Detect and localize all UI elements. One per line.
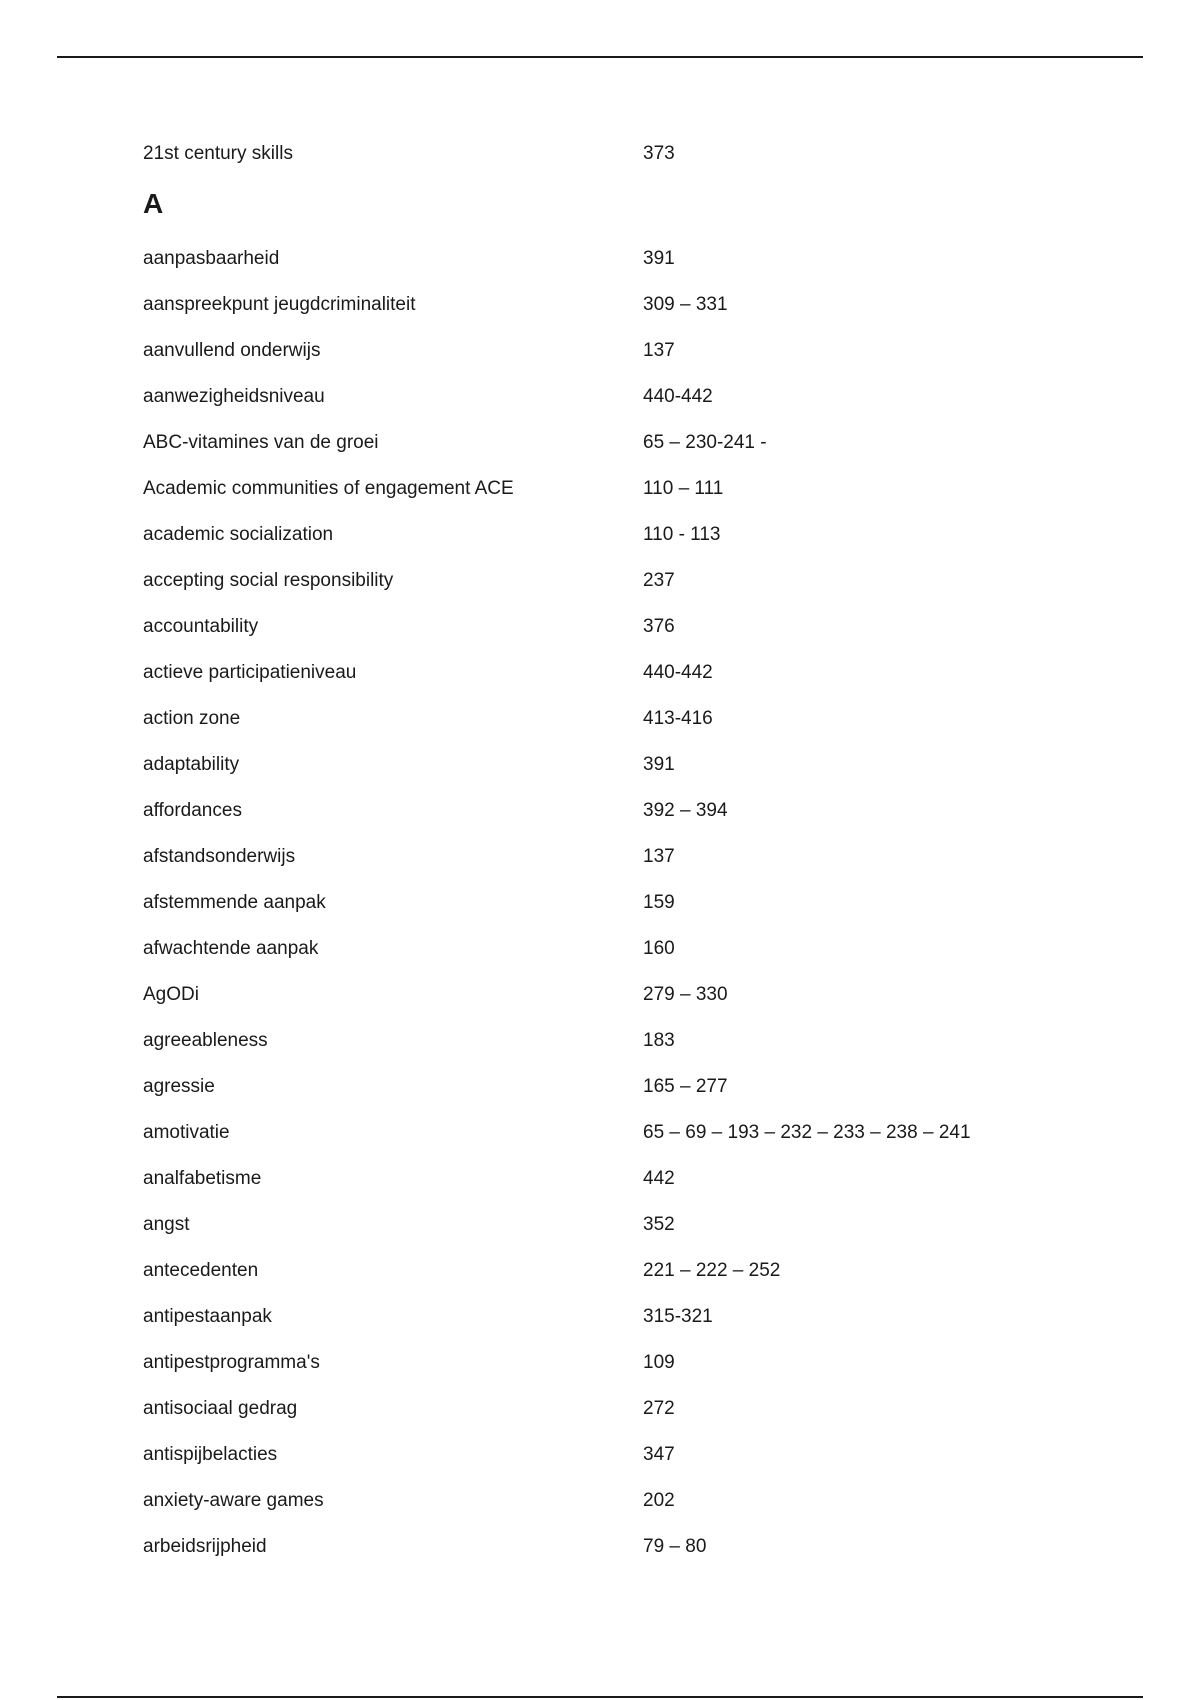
index-term: Academic communities of engagement ACE	[143, 478, 514, 499]
bottom-rule	[57, 1696, 1143, 1698]
index-term: actieve participatieniveau	[143, 662, 357, 683]
index-entry	[143, 887, 1143, 933]
section-letter: A	[143, 188, 164, 219]
index-entries	[143, 243, 1143, 1577]
index-pages: 309 – 331	[643, 294, 728, 315]
index-entry	[143, 335, 1143, 381]
index-pages: 110 - 113	[643, 524, 721, 545]
index-entry	[143, 1531, 1143, 1577]
index-entry	[143, 427, 1143, 473]
index-term: afstemmende aanpak	[143, 892, 326, 913]
index-term: academic socialization	[143, 524, 334, 545]
index-term: aanwezigheidsniveau	[143, 386, 325, 407]
index-term: ABC-vitamines van de groei	[143, 432, 379, 453]
index-entry	[143, 1071, 1143, 1117]
index-pages: 79 – 80	[643, 1536, 707, 1557]
index-term: affordances	[143, 800, 242, 821]
index-entry	[143, 1393, 1143, 1439]
index-pages: 442	[643, 1168, 675, 1189]
index-pages: 391	[643, 248, 675, 269]
index-pages: 65 – 69 – 193 – 232 – 233 – 238 – 241	[643, 1122, 971, 1143]
index-pages: 221 – 222 – 252	[643, 1260, 781, 1281]
index-pages: 376	[643, 616, 675, 637]
index-pages: 159	[643, 892, 675, 913]
index-entry	[143, 381, 1143, 427]
index-pages: 160	[643, 938, 675, 959]
index-term: analfabetisme	[143, 1168, 262, 1189]
index-entry	[143, 841, 1143, 887]
index-entry	[143, 795, 1143, 841]
index-term: agreeableness	[143, 1030, 268, 1051]
index-term: aanspreekpunt jeugdcriminaliteit	[143, 294, 416, 315]
index-pages: 65 – 230-241 -	[643, 432, 767, 453]
index-term: angst	[143, 1214, 190, 1235]
section-letter-heading	[143, 184, 1143, 243]
index-entry	[143, 1439, 1143, 1485]
index-entry	[143, 703, 1143, 749]
index-term: antipestprogramma's	[143, 1352, 320, 1373]
index-term: antecedenten	[143, 1260, 259, 1281]
index-entry	[143, 1209, 1143, 1255]
index-entry	[143, 473, 1143, 519]
index-pages: 392 – 394	[643, 800, 728, 821]
index-term: aanvullend onderwijs	[143, 340, 321, 361]
index-entry	[143, 243, 1143, 289]
index-pages: 109	[643, 1352, 675, 1373]
index-entry	[143, 611, 1143, 657]
index-entry	[143, 979, 1143, 1025]
index-pages: 440-442	[643, 386, 713, 407]
top-rule	[57, 56, 1143, 58]
index-list	[143, 138, 1143, 1577]
index-pages: 391	[643, 754, 675, 775]
index-pages: 315-321	[643, 1306, 713, 1327]
index-term: agressie	[143, 1076, 215, 1097]
index-entry	[143, 565, 1143, 611]
index-pages: 202	[643, 1490, 675, 1511]
index-term: arbeidsrijpheid	[143, 1536, 267, 1557]
index-entry	[143, 657, 1143, 703]
index-term: anxiety-aware games	[143, 1490, 324, 1511]
index-pages: 413-416	[643, 708, 713, 729]
index-pages: 279 – 330	[643, 984, 728, 1005]
index-pages: 183	[643, 1030, 675, 1051]
index-entry	[143, 1347, 1143, 1393]
index-pages: 137	[643, 846, 675, 867]
index-term: antispijbelacties	[143, 1444, 278, 1465]
index-entry	[143, 749, 1143, 795]
index-pages: 347	[643, 1444, 675, 1465]
index-term: amotivatie	[143, 1122, 230, 1143]
index-entry	[143, 1163, 1143, 1209]
index-term: AgODi	[143, 984, 199, 1005]
index-pages: 373	[643, 143, 675, 164]
index-entry	[143, 1117, 1143, 1163]
index-pages: 165 – 277	[643, 1076, 728, 1097]
index-entry	[143, 519, 1143, 565]
index-term: antipestaanpak	[143, 1306, 272, 1327]
index-term: aanpasbaarheid	[143, 248, 280, 269]
index-entry	[143, 1301, 1143, 1347]
index-term: action zone	[143, 708, 241, 729]
index-term: 21st century skills	[143, 143, 293, 164]
index-pages: 272	[643, 1398, 675, 1419]
index-pages: 237	[643, 570, 675, 591]
index-pages: 137	[643, 340, 675, 361]
index-pages: 440-442	[643, 662, 713, 683]
index-term: antisociaal gedrag	[143, 1398, 298, 1419]
index-entry	[143, 138, 1143, 184]
index-term: afstandsonderwijs	[143, 846, 296, 867]
index-entry	[143, 1255, 1143, 1301]
index-term: accepting social responsibility	[143, 570, 394, 591]
index-pages: 352	[643, 1214, 675, 1235]
index-entry	[143, 1485, 1143, 1531]
index-entry	[143, 1025, 1143, 1071]
index-term: accountability	[143, 616, 259, 637]
index-term: adaptability	[143, 754, 240, 775]
index-pages: 110 – 111	[643, 478, 724, 499]
index-entry	[143, 933, 1143, 979]
index-term: afwachtende aanpak	[143, 938, 319, 959]
index-entry	[143, 289, 1143, 335]
